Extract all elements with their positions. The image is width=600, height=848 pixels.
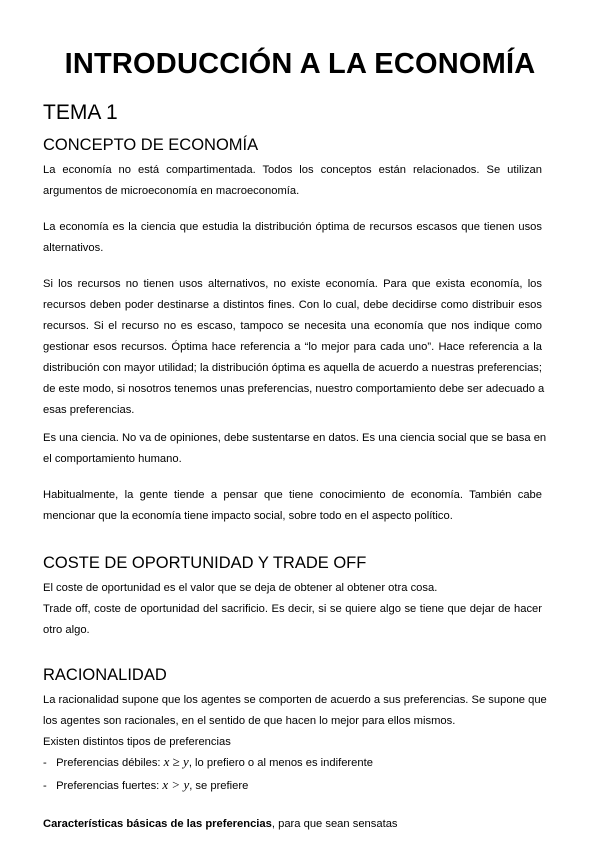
section-heading-concepto: CONCEPTO DE ECONOMÍA	[43, 136, 259, 154]
paragraph-concepto-4: Es una ciencia. No va de opiniones, debe sustentarse en datos. Es una ciencia social que se basa en el comportamiento humano.	[43, 432, 547, 465]
list-item-preferencias-fuertes: - Preferencias fuertes: x > y, se prefiere	[43, 777, 249, 792]
paragraph-concepto-5: Habitualmente, la gente tiende a pensar que tiene conocimiento de economía. También cabe mencionar que la economía tiene impacto social, sobre todo en el aspecto político.	[43, 489, 542, 522]
paragraph-coste: El coste de oportunidad es el valor que se deja de obtener al obtener otra cosa. Trade off, coste de oportunidad del sacrificio. Es decir, si se quiere algo se tiene que dejar de hacer otro algo.	[43, 582, 542, 636]
section-heading-racionalidad: RACIONALIDAD	[43, 666, 167, 684]
paragraph-concepto-2: La economía es la ciencia que estudia la distribución óptima de recursos escasos que tienen usos alternativos.	[43, 221, 542, 254]
math-strong-preference: x > y	[162, 777, 190, 792]
section-heading-coste: COSTE DE OPORTUNIDAD Y TRADE OFF	[43, 554, 367, 572]
paragraph-racionalidad: La racionalidad supone que los agentes se comporten de acuerdo a sus preferencias. Se supone que los agentes son racionales, en el sentido de que hacen lo mejor para ellos mismos. Existen distintos tipos de preferencias	[43, 694, 547, 748]
paragraph-concepto-3: Si los recursos no tienen usos alternativos, no existe economía. Para que exista economía, los recursos deben poder destinarse a distintos fines. Con lo cual, debe decidirse como distribuir esos recursos. Si el recurso no es escaso, tampoco se necesita una economía que nos indique como gestionar esos recursos. Óptima hace referencia a “lo mejor para cada uno”. Hace referencia a la distribución con mayor utilidad; la distribución óptima es aquella de acuerdo a nuestras preferencias; de este modo, si nosotros tenemos unas preferencias, nuestro comportamiento debe ser adecuado a esas preferencias.	[43, 278, 545, 416]
caracteristicas-line: Características básicas de las preferencias, para que sean sensatas	[43, 818, 398, 830]
list-item-preferencias-debiles: - Preferencias débiles: x ≥ y, lo prefiero o al menos es indiferente	[43, 754, 373, 769]
math-weak-preference: x ≥ y	[163, 754, 189, 769]
paragraph-concepto-1: La economía no está compartimentada. Todos los conceptos están relacionados. Se utilizan argumentos de microeconomía en macroeconomía.	[43, 164, 542, 197]
document-title: INTRODUCCIÓN A LA ECONOMÍA	[64, 48, 536, 80]
chapter-heading: TEMA 1	[43, 101, 118, 124]
